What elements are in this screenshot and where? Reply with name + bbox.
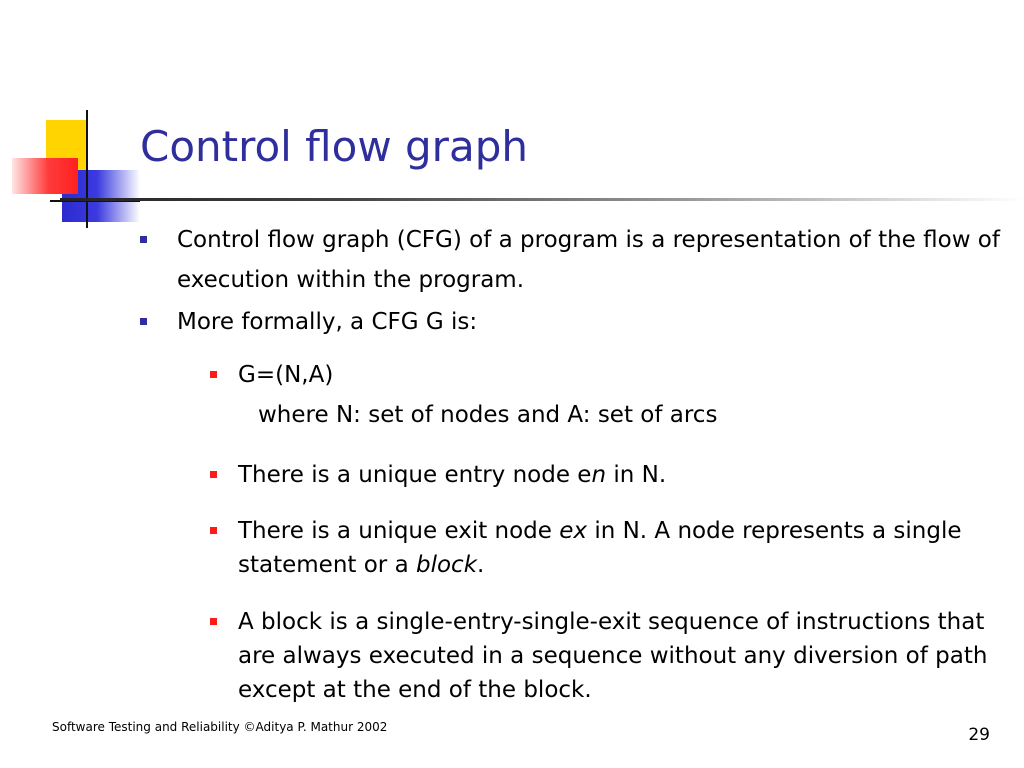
bullet-text: More formally, a CFG G is: bbox=[177, 309, 478, 335]
sub-bullet-text: A block is a single-entry-single-exit sequence of instructions that are always executed in a sequence without any diversion of path except at the end of the block. bbox=[238, 609, 988, 703]
sub-bullet-text: G=(N,A) bbox=[238, 362, 334, 388]
bullet-text: Control flow graph (CFG) of a program is a representation of the flow of execution within the program. bbox=[177, 227, 1000, 293]
sub-bullet-note: where N: set of nodes and A: set of arcs bbox=[258, 402, 718, 428]
sub-bullet-square-icon bbox=[210, 618, 217, 625]
sub-bullet-square-icon bbox=[210, 527, 217, 534]
slide-title: Control flow graph bbox=[140, 122, 528, 171]
slide-footer-text: Software Testing and Reliability ©Aditya P. Mathur 2002 bbox=[52, 720, 388, 734]
bullet-square-icon bbox=[140, 236, 147, 243]
sub-bullet-text: There is a unique entry node en in N. bbox=[238, 462, 667, 488]
page-number: 29 bbox=[968, 725, 990, 745]
bullet-square-icon bbox=[140, 318, 147, 325]
sub-bullet-text: There is a unique exit node ex in N. A node represents a single statement or a block. bbox=[238, 518, 962, 578]
sub-bullet-square-icon bbox=[210, 471, 217, 478]
sub-bullet-square-icon bbox=[210, 371, 217, 378]
